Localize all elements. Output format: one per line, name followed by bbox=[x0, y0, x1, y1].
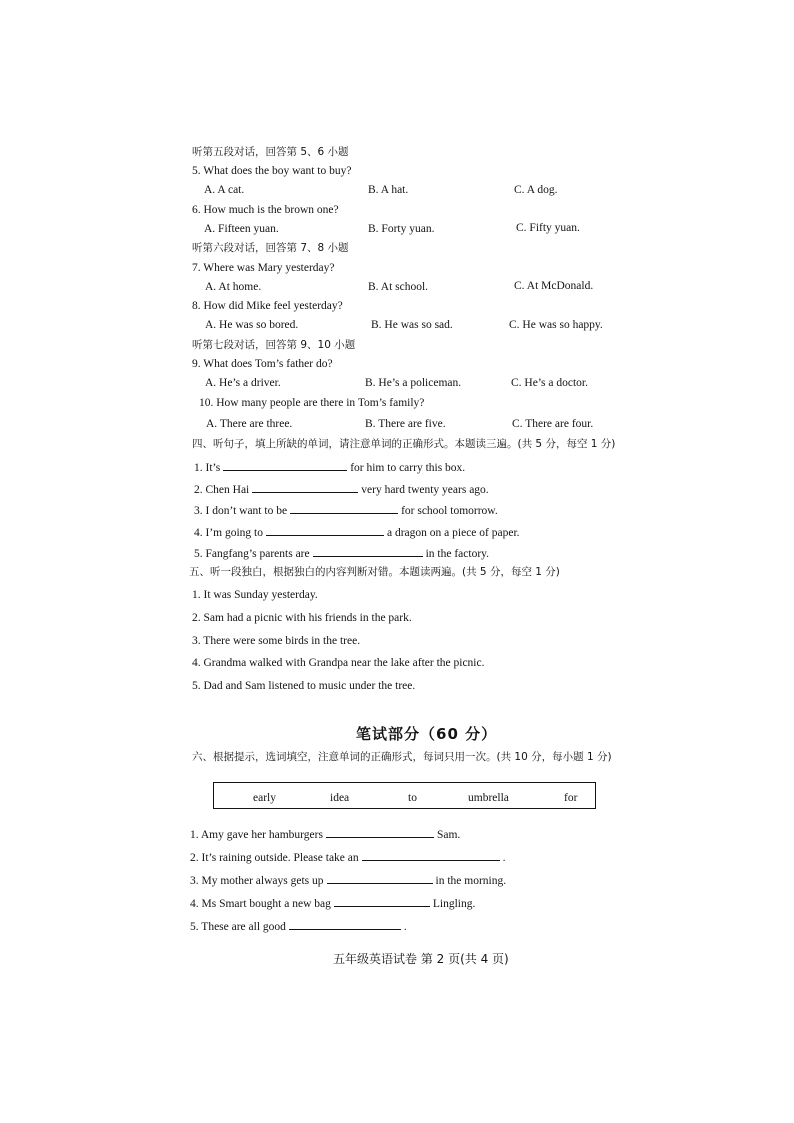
item-text: very hard twenty years ago. bbox=[361, 484, 489, 496]
item-text: . bbox=[403, 921, 407, 933]
statement-item: 4. Grandma walked with Grandpa near the lake after the picnic. bbox=[192, 657, 485, 669]
q7-option-c: C. At McDonald. bbox=[514, 280, 594, 292]
word-bank-word: umbrella bbox=[468, 792, 509, 804]
question-9: 9. What does Tom’s father do? bbox=[192, 358, 333, 370]
section6-item bbox=[190, 895, 475, 911]
item-text: 1. It’s bbox=[194, 462, 221, 474]
statement-item: 5. Dad and Sam listened to music under the tree. bbox=[192, 680, 416, 692]
answer-blank[interactable] bbox=[289, 918, 401, 930]
section6-item bbox=[190, 849, 506, 865]
q7-option-b: B. At school. bbox=[368, 281, 429, 293]
q5-option-a: A. A cat. bbox=[204, 184, 245, 196]
answer-blank[interactable] bbox=[266, 524, 384, 536]
item-text: a dragon on a piece of paper. bbox=[387, 527, 520, 539]
item-text: 3. I don’t want to be bbox=[194, 505, 288, 517]
answer-blank[interactable] bbox=[327, 872, 433, 884]
part5-header: 听第五段对话，回答第 5、6 小题 bbox=[192, 146, 349, 158]
question-5: 5. What does the boy want to buy? bbox=[192, 165, 352, 177]
q10-option-a: A. There are three. bbox=[206, 418, 293, 430]
q6-option-a: A. Fifteen yuan. bbox=[204, 223, 279, 235]
statement-item: 2. Sam had a picnic with his friends in the park. bbox=[192, 612, 412, 624]
q10-option-c: C. There are four. bbox=[512, 418, 594, 430]
statement-item: 3. There were some birds in the tree. bbox=[192, 635, 361, 647]
q8-option-c: C. He was so happy. bbox=[509, 319, 603, 331]
section4-item bbox=[194, 459, 465, 475]
word-bank-word: idea bbox=[330, 792, 350, 804]
page-footer: 五年级英语试卷 第 2 页(共 4 页) bbox=[333, 952, 509, 966]
section4-item bbox=[194, 524, 520, 540]
section6-item bbox=[190, 918, 407, 934]
section6-item bbox=[190, 826, 460, 842]
q7-option-a: A. At home. bbox=[205, 281, 262, 293]
item-text: 2. It’s raining outside. Please take an bbox=[190, 852, 359, 864]
item-text: 5. Fangfang’s parents are bbox=[194, 548, 310, 560]
answer-blank[interactable] bbox=[326, 826, 434, 838]
item-text: in the factory. bbox=[425, 548, 490, 560]
q9-option-a: A. He’s a driver. bbox=[205, 377, 281, 389]
question-7: 7. Where was Mary yesterday? bbox=[192, 262, 335, 274]
question-8: 8. How did Mike feel yesterday? bbox=[192, 300, 343, 312]
item-text: . bbox=[502, 852, 506, 864]
item-text: 4. Ms Smart bought a new bag bbox=[190, 898, 331, 910]
word-bank-word: for bbox=[564, 792, 578, 804]
answer-blank[interactable] bbox=[223, 459, 347, 471]
q5-option-c: C. A dog. bbox=[514, 184, 558, 196]
answer-blank[interactable] bbox=[252, 481, 358, 493]
q5-option-b: B. A hat. bbox=[368, 184, 409, 196]
item-text: 1. Amy gave her hamburgers bbox=[190, 829, 323, 841]
item-text: Sam. bbox=[436, 829, 461, 841]
answer-blank[interactable] bbox=[290, 502, 398, 514]
part6-header: 听第六段对话，回答第 7、8 小题 bbox=[192, 242, 349, 254]
statement-item: 1. It was Sunday yesterday. bbox=[192, 589, 318, 601]
question-6: 6. How much is the brown one? bbox=[192, 204, 339, 216]
item-text: 5. These are all good bbox=[190, 921, 286, 933]
q8-option-b: B. He was so sad. bbox=[371, 319, 453, 331]
written-part-title: 笔试部分（60 分） bbox=[356, 725, 498, 743]
item-text: Lingling. bbox=[432, 898, 476, 910]
q6-option-b: B. Forty yuan. bbox=[368, 223, 435, 235]
q8-option-a: A. He was so bored. bbox=[205, 319, 299, 331]
section4-item bbox=[194, 502, 498, 518]
q9-option-b: B. He’s a policeman. bbox=[365, 377, 462, 389]
answer-blank[interactable] bbox=[362, 849, 500, 861]
section4-title: 四、听句子，填上所缺的单词，请注意单词的正确形式。本题读三遍。(共 5 分，每空 1 分) bbox=[192, 438, 616, 450]
item-text: 3. My mother always gets up bbox=[190, 875, 324, 887]
answer-blank[interactable] bbox=[313, 545, 423, 557]
item-text: for school tomorrow. bbox=[401, 505, 498, 517]
word-bank-box bbox=[213, 782, 596, 809]
section6-item bbox=[190, 872, 506, 888]
part7-header: 听第七段对话，回答第 9、10 小题 bbox=[192, 339, 356, 351]
item-text: 4. I’m going to bbox=[194, 527, 263, 539]
item-text: for him to carry this box. bbox=[350, 462, 466, 474]
section4-item bbox=[194, 545, 489, 561]
section5-title: 五、听一段独白，根据独白的内容判断对错。本题读两遍。(共 5 分，每空 1 分) bbox=[189, 566, 560, 578]
section6-title: 六、根据提示，选词填空，注意单词的正确形式，每词只用一次。(共 10 分，每小题 1 分) bbox=[192, 751, 612, 763]
word-bank-word: to bbox=[408, 792, 417, 804]
item-text: in the morning. bbox=[435, 875, 507, 887]
question-10: 10. How many people are there in Tom’s family? bbox=[199, 397, 425, 409]
q6-option-c: C. Fifty yuan. bbox=[516, 222, 580, 234]
q10-option-b: B. There are five. bbox=[365, 418, 446, 430]
item-text: 2. Chen Hai bbox=[194, 484, 250, 496]
q9-option-c: C. He’s a doctor. bbox=[511, 377, 588, 389]
answer-blank[interactable] bbox=[334, 895, 430, 907]
section4-item bbox=[194, 481, 489, 497]
word-bank-word: early bbox=[253, 792, 276, 804]
